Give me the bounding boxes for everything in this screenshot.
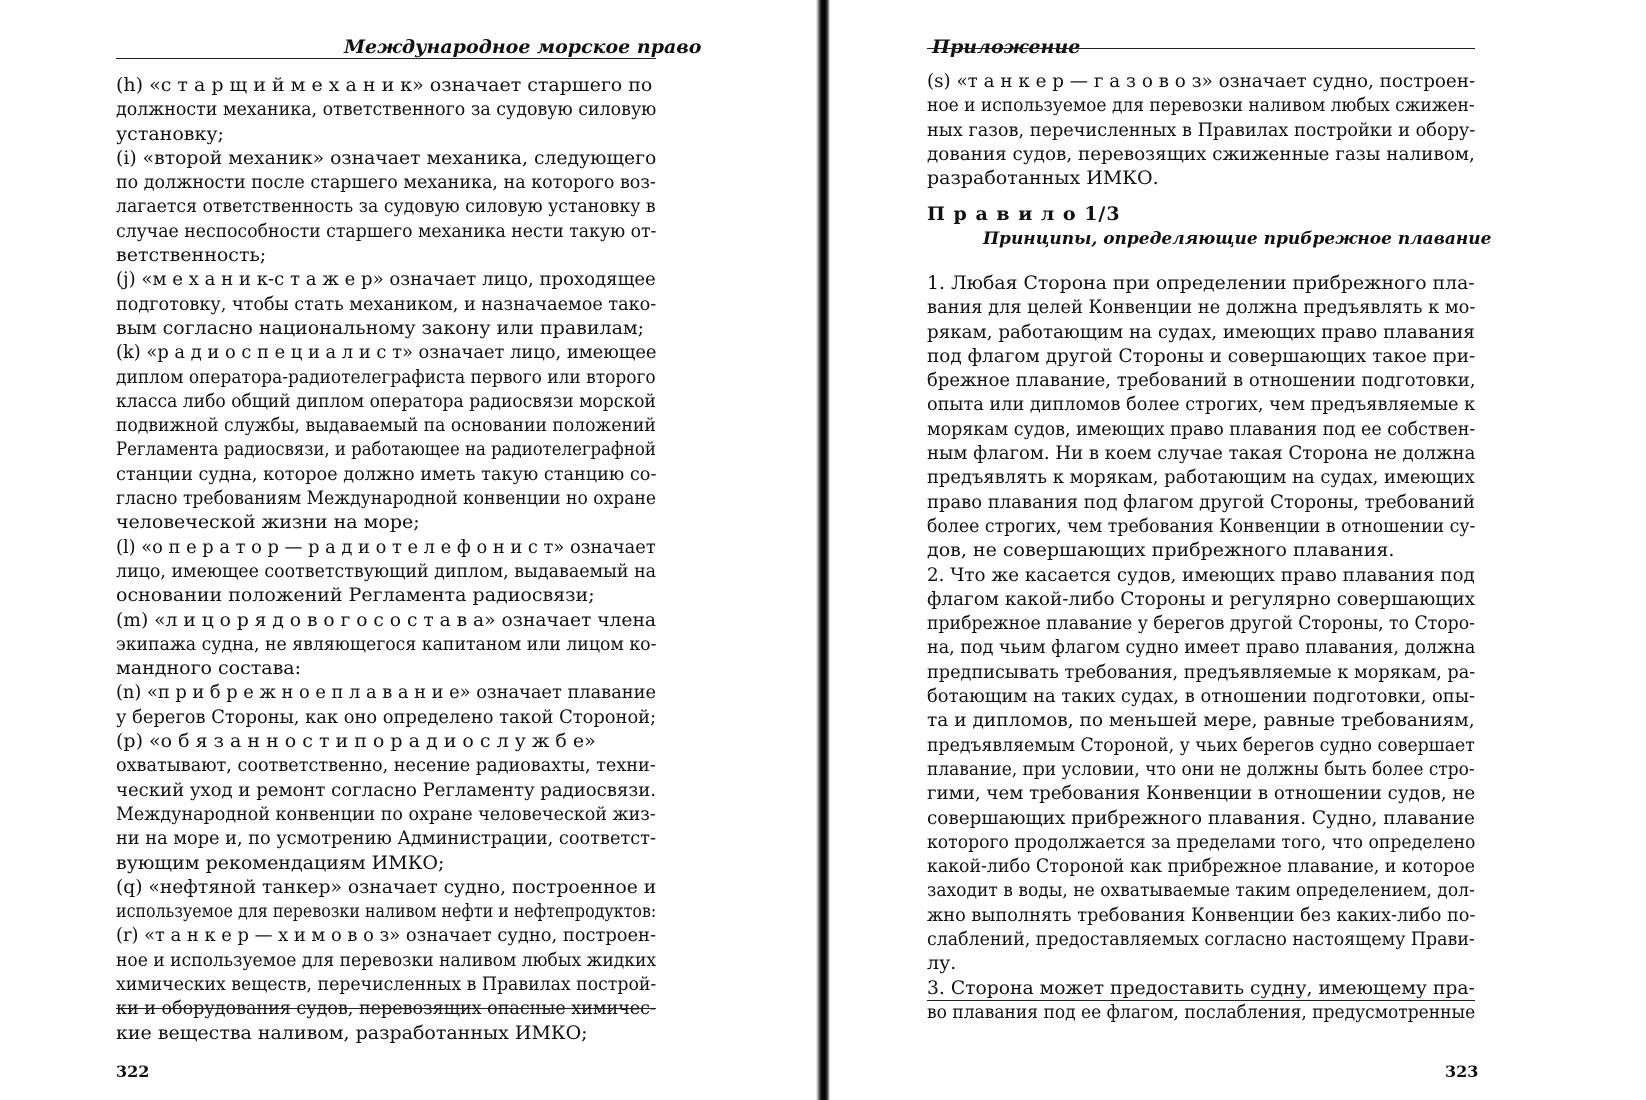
left-page-text-line: ветственность; (116, 244, 267, 267)
left-page-text-line: охватывают, соответственно, несение радиовахты, техни- (116, 754, 656, 777)
left-page-text-line: вующим рекомендациям ИМКО; (116, 851, 445, 874)
left-page-text-line: подготовку, чтобы стать механиком, и назначаемое тако- (116, 292, 657, 315)
rule-title: Принципы, определяющие прибрежное плавание (983, 229, 1492, 249)
right-page-body-text-line: ботающим на таких судах, в отношении подготовки, опы- (927, 685, 1476, 708)
right-page-top-text (927, 69, 1475, 190)
left-page-text-line: лицо, имеющее соответствующий диплом, выдаваемый на (116, 559, 657, 582)
left-page-text-line: должности механика, ответственного за судовую силовую (116, 98, 657, 121)
footer-rule (927, 1000, 1475, 1001)
left-page-text-line: установку; (116, 122, 224, 145)
left-page-text-line: (h) «с т а р щ и й м е х а н и к» означает старшего по (116, 74, 653, 96)
left-page-number: 322 (116, 1062, 150, 1081)
left-page-text-line: (r) «т а н к е р — х и м о в о з» означает судно, построен- (116, 924, 656, 947)
right-page-body-text-line: рякам, работающим на судах, имеющих право плавания (927, 320, 1475, 343)
right-page-header: Приложение (932, 36, 1081, 58)
right-page-body-text-line: ным флагом. Ни в коем случае такая Сторона не должна (927, 442, 1476, 465)
right-page-number: 323 (1445, 1062, 1479, 1081)
right-page-top-text-line: ное и используемое для перевозки наливом любых сжижен- (927, 94, 1475, 117)
left-page-text-line: (i) «второй механик» означает механика, следующего (116, 146, 657, 169)
left-page-text-line: станции судна, которое должно иметь такую станцию со- (116, 462, 657, 485)
right-page-body-text-line: вания для целей Конвенции не должна предъявлять к мо- (927, 296, 1476, 319)
right-page-body-text-line: 2. Что же касается судов, имеющих право плавания под (927, 563, 1475, 586)
right-page-body-text-line: брежное плавание, требований в отношении подготовки, (927, 369, 1476, 392)
left-page-text-line: экипажа судна, не являющегося капитаном или лицом ко- (116, 632, 657, 655)
left-page-text-line: вым согласно национальному закону или правилам; (116, 316, 645, 339)
footer-rule (116, 1008, 656, 1009)
rule-heading: П р а в и л о 1/3 (927, 203, 1121, 225)
left-page-text-line: (q) «нефтяной танкер» означает судно, построенное и (116, 875, 657, 898)
left-page-text-line: ки и оборудования судов, перевозящих опасные химичес- (116, 997, 656, 1020)
right-page-body-text-line: дов, не совершающих прибрежного плавания. (927, 539, 1395, 562)
right-page-body-text-line: более строгих, чем требования Конвенции в отношении су- (927, 514, 1476, 537)
right-page-body-text-line: предписывать требования, предъявляемые к морякам, ра- (927, 660, 1476, 683)
left-page-text-line: (р) «о б я з а н н о с т и п о р а д и о с л у ж б е» (116, 730, 596, 753)
left-page-text-line: (j) «м е х а н и к-с т а ж е р» означает лицо, проходящее (116, 268, 656, 291)
right-page-body-text-line: предъявляемым Стороной, у чьих берегов судно совершает (927, 733, 1475, 756)
left-page-text-line: Международной конвенции по охране человеческой жиз- (116, 802, 656, 825)
right-page-body-text-line: право плавания под флагом другой Стороны, требований (927, 490, 1475, 513)
left-page-header: Международное морское право (344, 36, 702, 58)
left-page-text-line: подвижной службы, выдаваемый па основании положений (116, 414, 656, 437)
right-page-top-text-line: разработанных ИМКО. (927, 167, 1159, 190)
right-page-body-text-line: флагом какой-либо Стороны и регулярно совершающих (927, 587, 1476, 610)
left-page-text-line: Регламента радиосвязи, и работающее на радиотелеграфной (116, 438, 656, 461)
right-page-body-text-line: предъявлять к морякам, работающим на судах, имеющих (927, 466, 1475, 489)
right-page-body-text-line: заходит в воды, не охватываемые таким определением, дол- (927, 879, 1475, 902)
right-page-body-text-line: гими, чем требования Конвенции в отношении судов, не (927, 782, 1476, 805)
left-page-text-line: (l) «о п е р а т о р — р а д и о т е л е ф о н и с т» означает (116, 535, 656, 558)
gutter-shadow (816, 0, 830, 1100)
right-page-body-text-line: лу. (927, 952, 957, 975)
left-page-text-line: мандного состава: (116, 657, 301, 680)
right-page-body-text-line: какой-либо Стороной как прибрежное плавание, и которое (927, 855, 1475, 878)
left-page-text-line: человеческой жизни на море; (116, 511, 420, 534)
left-page-text (116, 73, 656, 1045)
left-page-text-line: класса либо общий диплом оператора радиосвязи морской (116, 389, 656, 412)
right-page-top-text-line: (s) «т а н к е р — г а з о в о з» означает судно, построен- (927, 70, 1476, 92)
right-page-body-text-line: плавание, при условии, что они не должны быть более стро- (927, 757, 1475, 780)
right-page-body-text-line: жно выполнять требования Конвенции без каких-либо по- (927, 903, 1476, 926)
right-page-top-text-line: дования судов, перевозящих сжиженные газы наливом, (927, 142, 1475, 165)
right-page-body-text-line: 3. Сторона может предоставить судну, имеющему пра- (927, 976, 1475, 999)
left-page-text-line: ческий уход и ремонт согласно Регламенту радиосвязи. (116, 778, 656, 801)
right-page-body-text-line: под флагом другой Стороны и совершающих такое при- (927, 344, 1476, 367)
header-rule (116, 58, 656, 59)
right-page-body-text-line: та и дипломов, по меньшей мере, равные требованиям, (927, 709, 1475, 732)
left-page-text-line: основании положений Регламента радиосвязи; (116, 584, 595, 607)
left-page-text-line: ное и используемое для перевозки наливом любых жидких (116, 948, 657, 971)
right-page-top-text-line: ных газов, перечисленных в Правилах постройки и обору- (927, 118, 1476, 141)
left-page-text-line: по должности после старшего механика, на которого воз- (116, 171, 656, 194)
right-page-body-text-line: слаблений, предоставляемых согласно настоящему Прави- (927, 928, 1475, 951)
right-page-body-text-line: 1. Любая Сторона при определении прибрежного пла- (927, 272, 1475, 294)
right-page-body-text-line: во плавания под ее флагом, послабления, предусмотренные (927, 1000, 1476, 1023)
left-page-text-line: кие вещества наливом, разработанных ИМКО; (116, 1021, 588, 1044)
right-page-body-text-line: которого продолжается за пределами того, что определено (927, 830, 1476, 853)
left-page-text-line: химических веществ, перечисленных в Правилах построй- (116, 972, 657, 995)
left-page-text-line: ни на море и, по усмотрению Администрации, соответст- (116, 827, 656, 850)
left-page-text-line: используемое для перевозки наливом нефти и нефтепродуктов: (116, 900, 657, 923)
header-rule (927, 48, 1475, 49)
left-page (0, 0, 800, 1100)
left-page-text-line: лагается ответственность за судовую силовую установку в (116, 195, 656, 218)
left-page-text-line: (k) «р а д и о с п е ц и а л и с т» означает лицо, имеющее (116, 341, 657, 364)
left-page-text-line: случае неспособности старшего механика нести такую от- (116, 219, 657, 242)
right-page-body-text-line: морякам судов, имеющих право плавания под ее собствен- (927, 417, 1476, 440)
left-page-text-line: диплом оператора-радиотелеграфиста первого или второго (116, 365, 656, 388)
left-page-text-line: у берегов Стороны, как оно определено такой Стороной; (116, 705, 657, 728)
book-gutter (800, 0, 855, 1100)
right-page-body-text-line: на, под чьим флагом судно имеет право плавания, должна (927, 636, 1476, 659)
left-page-text-line: (m) «л и ц о р я д о в о г о с о с т а в а» означает члена (116, 608, 657, 631)
left-page-text-line: гласно требованиям Международной конвенции но охране (116, 487, 657, 510)
left-page-text-line: (n) «п р и б р е ж н о е п л а в а н и е» означает плавание (116, 681, 657, 704)
right-page-body-text-line: опыта или дипломов более строгих, чем предъявляемые к (927, 393, 1476, 416)
right-page-body-text-line: прибрежное плавание у берегов другой Стороны, то Сторо- (927, 612, 1475, 635)
right-page-body-text (927, 271, 1475, 1024)
right-page-body-text-line: совершающих прибрежного плавания. Судно, плавание (927, 806, 1475, 829)
right-page (855, 0, 1646, 1100)
